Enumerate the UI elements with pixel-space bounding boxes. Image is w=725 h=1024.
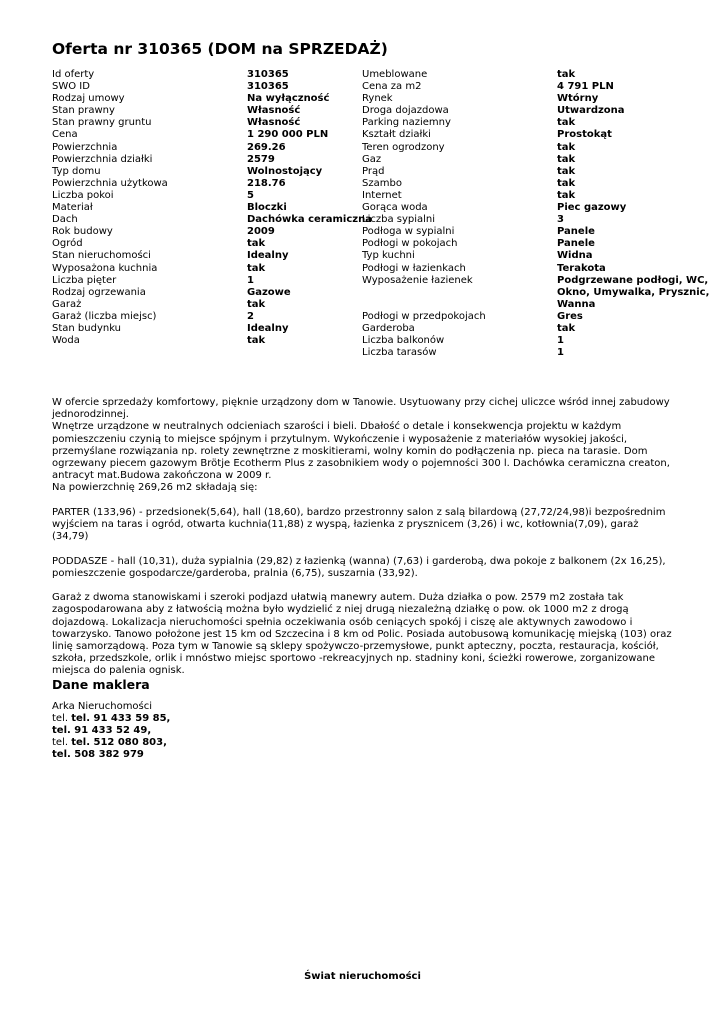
property-value: 2009 (247, 226, 275, 238)
property-row (362, 129, 725, 141)
property-label: Typ domu (52, 165, 101, 177)
property-table-left (52, 69, 372, 347)
property-value: Wolnostojący (247, 165, 323, 177)
property-label: Cena za m2 (362, 81, 422, 93)
property-row (52, 129, 362, 141)
property-row (362, 154, 725, 166)
property-row (52, 154, 362, 166)
description-line: antracyt mat.Budowa zakończona w 2009 r. (52, 470, 272, 482)
property-value: tak (557, 189, 576, 201)
property-label: Internet (362, 189, 402, 201)
offer-title: Oferta nr 310365 (DOM na SPRZEDAŻ) (52, 40, 388, 58)
property-value: tak (557, 165, 576, 177)
property-value: Panele (557, 238, 595, 250)
property-label: Garaż (liczba miejsc) (52, 310, 157, 322)
property-value: Na wyłączność (247, 93, 330, 105)
property-value: 1 (557, 335, 564, 347)
property-row (362, 214, 725, 226)
property-row (362, 323, 725, 335)
property-value: tak (557, 117, 576, 129)
description-line: linię samorządową. Poza tym w Tanowie są sklepy spożywczo-przemysłowe, punkt apteczny, poczta, restauracja, kościół, (52, 641, 659, 653)
property-value: 1 290 000 PLN (247, 129, 329, 141)
property-value: tak (557, 177, 576, 189)
property-row (362, 142, 725, 154)
property-label: Umeblowane (362, 69, 428, 80)
property-value: 3 (557, 214, 564, 226)
property-row (362, 250, 725, 262)
property-label: Liczba pokoi (52, 189, 114, 201)
property-label: Id oferty (52, 69, 95, 80)
property-value: tak (557, 322, 576, 334)
agent-phone (52, 749, 170, 761)
property-label: Prąd (362, 165, 385, 177)
description-line: Garaż z dwoma stanowiskami i szeroki podjazd ułatwią manewry autem. Duża działka o pow. 2579 m2 została tak (52, 592, 624, 604)
property-label: Kształt działki (362, 129, 431, 141)
property-value: 2 (247, 310, 254, 322)
property-value: 1 (247, 274, 254, 286)
property-value: Widna (557, 250, 593, 262)
agent-details (52, 701, 170, 761)
property-value: tak (247, 238, 266, 250)
property-value: Podgrzewane podłogi, WC, (557, 274, 709, 286)
property-row (52, 214, 372, 226)
property-label: Stan nieruchomości (52, 250, 151, 262)
description-line: PARTER (133,96) - przedsionek(5,64), hall (18,60), bardzo przestronny salon z salą bilardową (27,72/24,98)i bezpośrednim (52, 506, 666, 518)
description-paragraph (52, 507, 677, 544)
property-label: Wyposażenie łazienek (362, 274, 473, 286)
description-paragraph (52, 397, 677, 495)
property-value: 310365 (247, 69, 289, 80)
description-line: pomieszczenie gospodarcze/garderoba, pralnia (6,75), suszarnia (33,92). (52, 567, 418, 579)
property-label: Stan budynku (52, 322, 122, 334)
phone-number: tel. 508 382 979 (52, 749, 144, 761)
property-label: Materiał (52, 202, 93, 214)
property-label: Droga dojazdowa (362, 105, 449, 117)
property-label: Teren ogrodzony (362, 141, 445, 153)
property-row (362, 275, 725, 287)
property-label: Liczba balkonów (362, 335, 445, 347)
property-value: tak (557, 153, 576, 165)
property-label: Rodzaj ogrzewania (52, 286, 146, 298)
property-label: Rynek (362, 93, 393, 105)
description-paragraph (52, 592, 677, 677)
property-row-continuation (362, 299, 725, 311)
property-value: tak (557, 69, 576, 80)
property-row (52, 202, 362, 214)
property-value: Wtórny (557, 93, 599, 105)
phone-number: tel. 91 433 59 85, (71, 713, 171, 725)
property-row (362, 190, 725, 202)
property-value: 5 (247, 189, 254, 201)
property-value: Bloczki (247, 202, 287, 214)
property-row (52, 81, 362, 93)
property-row (362, 117, 725, 129)
property-label: SWO ID (52, 81, 90, 93)
property-row (362, 226, 725, 238)
property-value: 269.26 (247, 141, 286, 153)
property-row (362, 238, 725, 250)
property-row (52, 263, 362, 275)
property-row (362, 335, 725, 347)
property-row (362, 166, 725, 178)
property-value: 218.76 (247, 177, 286, 189)
property-label: Podłogi w pokojach (362, 238, 458, 250)
description-line: ogrzewany piecem gazowym Brötje Ecotherm Plus z zasobnikiem wody o pojemności 300 l. Dachówka ceramiczna creaton, (52, 458, 670, 470)
property-label: Liczba tarasów (362, 347, 437, 359)
property-row (362, 105, 725, 117)
property-label: Rodzaj umowy (52, 93, 125, 105)
agent-phone (52, 725, 170, 737)
phone-prefix: tel. (52, 713, 72, 725)
description-line: Wnętrze urządzone w neutralnych odcieniach szarości i bieli. Dbałość o detale i konsekwencja projektu w każdym (52, 421, 622, 433)
description-line: pomieszczeniu czynią to miejsce spójnym i przytulnym. Wykończenie i wyposażenie z materiałów wysokiej jakości, (52, 433, 628, 445)
property-label: Powierzchnia działki (52, 153, 153, 165)
description-line: zagospodarowana aby z łatwością można było wydzielić z niej drugą niezależną działkę o pow. ok 1000 m2 z drogą (52, 604, 629, 616)
phone-number: tel. 91 433 52 49, (52, 725, 152, 737)
property-value: Idealny (247, 322, 289, 334)
property-value: Okno, Umywalka, Prysznic, (557, 286, 710, 298)
property-label: Dach (52, 214, 78, 226)
property-label: Gaz (362, 153, 382, 165)
property-label: Szambo (362, 177, 402, 189)
property-row (52, 275, 362, 287)
property-row (52, 323, 362, 335)
property-value: Piec gazowy (557, 202, 627, 214)
property-value: Panele (557, 226, 595, 238)
description-line: dojazdową. Lokalizacja nieruchomości spełnia oczekiwania osób ceniących spokój i ciszę ale aktywnych zawodowo i (52, 616, 633, 628)
property-row (362, 311, 725, 323)
property-label: Powierzchnia (52, 141, 118, 153)
property-row (362, 347, 725, 359)
agent-phone (52, 737, 170, 749)
property-label: Powierzchnia użytkowa (52, 177, 168, 189)
property-label: Liczba pięter (52, 274, 117, 286)
phone-number: tel. 512 080 803, (71, 737, 167, 749)
property-row (362, 202, 725, 214)
property-label: Parking naziemny (362, 117, 451, 129)
property-value: 310365 (247, 81, 289, 93)
property-row (52, 335, 362, 347)
property-table-right (362, 69, 725, 359)
property-value: 4 791 PLN (557, 81, 614, 93)
offer-description (52, 397, 677, 690)
property-row (52, 105, 362, 117)
agent-company: Arka Nieruchomości (52, 701, 153, 712)
property-row (362, 263, 725, 275)
property-label: Typ kuchni (362, 250, 415, 262)
property-value: 1 (557, 347, 564, 359)
property-row (52, 166, 362, 178)
property-label: Gorąca woda (362, 202, 428, 214)
property-value: tak (247, 335, 266, 347)
property-label: Garaż (52, 298, 82, 310)
footer-brand: Świat nieruchomości (304, 971, 421, 982)
description-line: Na powierzchnię 269,26 m2 składają się: (52, 482, 258, 494)
property-row (52, 311, 362, 323)
property-row (362, 69, 725, 81)
phone-prefix: tel. (52, 737, 72, 749)
property-label: Stan prawny (52, 105, 115, 117)
property-value: Utwardzona (557, 105, 625, 117)
property-row-continuation (362, 287, 725, 299)
description-line: przemyślane rozwiązania np. rolety zewnętrzne z moskitierami, wolny komin do podłączenia np. pieca na tarasie. Dom (52, 445, 648, 457)
property-value: Własność (247, 117, 301, 129)
property-label: Garderoba (362, 322, 415, 334)
property-label: Rok budowy (52, 226, 113, 238)
property-value: Idealny (247, 250, 289, 262)
property-value: Gazowe (247, 286, 291, 298)
property-row (52, 250, 362, 262)
property-label: Cena (52, 129, 78, 141)
property-row (52, 69, 362, 81)
description-line: W ofercie sprzedaży komfortowy, pięknie urządzony dom w Tanowie. Usytuowany przy cichej uliczce wśród innej zabudowy (52, 397, 670, 408)
property-label: Liczba sypialni (362, 214, 436, 226)
property-row (52, 190, 362, 202)
property-value: Własność (247, 105, 301, 117)
property-value: tak (247, 298, 266, 310)
property-row (362, 81, 725, 93)
property-row (52, 226, 362, 238)
agent-phone (52, 713, 170, 725)
property-row (52, 238, 362, 250)
property-label: Wyposażona kuchnia (52, 262, 158, 274)
property-row (52, 178, 362, 190)
description-line: PODDASZE - hall (10,31), duża sypialnia (29,82) z łazienką (wanna) (7,63) i garderobą, dwa pokoje z balkonem (2x 16,25), (52, 555, 666, 567)
property-row (52, 287, 362, 299)
property-row (362, 93, 725, 105)
property-label: Woda (52, 335, 80, 347)
property-value: 2579 (247, 153, 275, 165)
description-line: jednorodzinnej. (52, 409, 129, 421)
property-value: Gres (557, 310, 583, 322)
property-row (52, 299, 362, 311)
property-value: Prostokąt (557, 129, 612, 141)
description-line: wyjściem na taras i ogród, otwarta kuchnia(11,88) z wyspą, łazienka z prysznicem (3,26) i wc, kotłownia(7,09), garaż (34,79) (52, 519, 639, 543)
property-row (52, 93, 362, 105)
property-value: tak (557, 141, 576, 153)
description-paragraph (52, 556, 677, 580)
agent-phones (52, 713, 170, 761)
property-value: tak (247, 262, 266, 274)
property-label: Ogród (52, 238, 83, 250)
property-value: Terakota (557, 262, 606, 274)
description-line: miejsca do palenia ognisk. (52, 665, 185, 677)
property-value: Wanna (557, 298, 596, 310)
property-label: Podłogi w przedpokojach (362, 310, 486, 322)
property-row (52, 142, 362, 154)
property-row (362, 178, 725, 190)
property-value: Dachówka ceramiczna (247, 214, 372, 226)
property-row (52, 117, 362, 129)
agent-heading: Dane maklera (52, 677, 150, 692)
property-label: Podłoga w sypialni (362, 226, 455, 238)
property-label: Podłogi w łazienkach (362, 262, 466, 274)
description-line: towarzysko. Tanowo położone jest 15 km od Szczecina i 8 km od Polic. Posiada autobusową komunikację miejską (103) oraz (52, 628, 672, 640)
description-line: szkoła, przedszkole, orlik i mnóstwo miejsc sportowo -rekreacyjnych np. stadniny koni, ścieżki rowerowe, zorganizowane (52, 653, 656, 665)
property-label: Stan prawny gruntu (52, 117, 152, 129)
